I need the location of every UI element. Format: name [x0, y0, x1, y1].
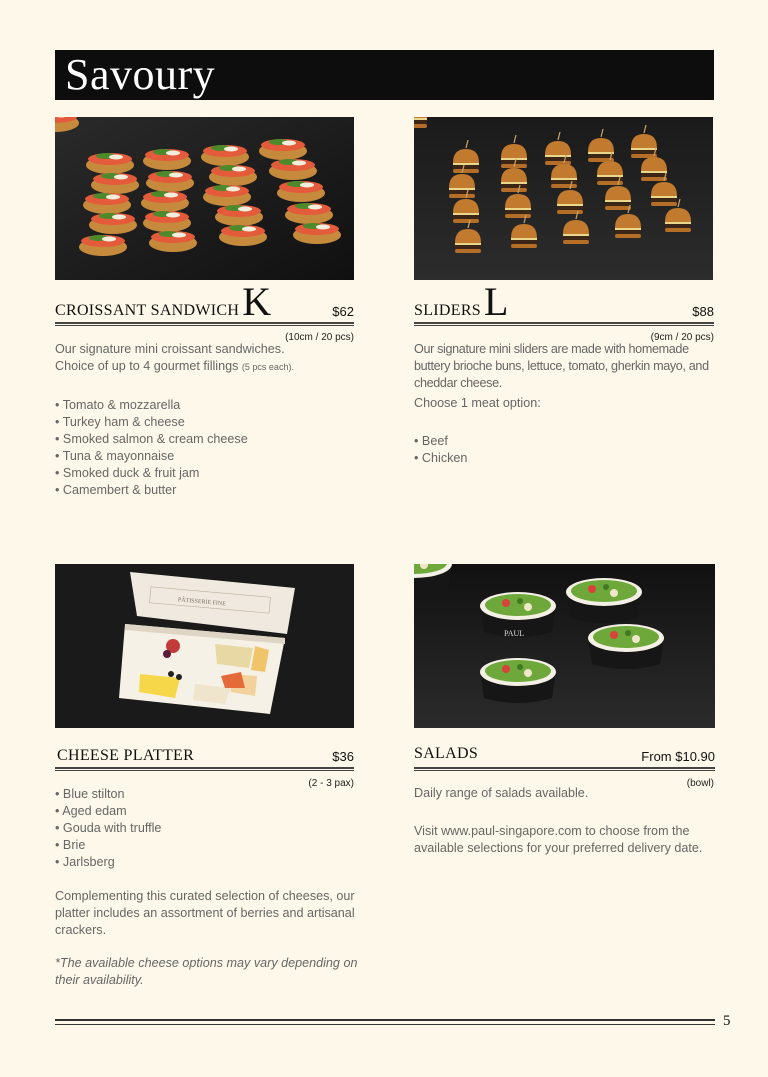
list-item: • Brie: [55, 837, 355, 854]
sliders-desc2: Choose 1 meat option:: [414, 396, 541, 410]
box-lid-label: PÂTISSERIE FINE: [177, 597, 227, 608]
list-item: • Chicken: [414, 450, 714, 467]
list-item: • Beef: [414, 433, 714, 450]
sliders-photo: [414, 117, 713, 280]
sliders-code: L: [484, 279, 509, 324]
salads-title: [414, 745, 478, 763]
cheese-platter-quantity: (2 - 3 pax): [308, 778, 354, 789]
croissant-sandwich-options: [55, 397, 355, 499]
cheese-platter-rule: [55, 767, 354, 771]
croissant-sandwich-desc2-line: [55, 358, 355, 376]
list-item: • Turkey ham & cheese: [55, 414, 355, 431]
list-item: • Jarlsberg: [55, 854, 355, 871]
section-title: Savoury: [65, 50, 216, 99]
section-banner: [55, 50, 714, 100]
croissant-sandwich-desc1: Our signature mini croissant sandwiches.: [55, 342, 285, 356]
sliders-name: SLIDERS: [414, 302, 481, 319]
croissant-sandwich-desc2: Choice of up to 4 gourmet fillings: [55, 359, 239, 373]
croissant-sandwich-rule: [55, 322, 354, 326]
salads-price: From $10.90: [641, 749, 715, 764]
cheese-platter-options: [55, 786, 355, 871]
cheese-platter-photo: [55, 564, 354, 728]
sliders-options: [414, 433, 714, 467]
footer-rule: [55, 1019, 715, 1025]
salads-desc1: Daily range of salads available.: [414, 786, 589, 800]
sliders-title: [414, 279, 509, 324]
sliders-description: [414, 341, 716, 412]
cheese-platter-note: *The available cheese options may vary depending on their availability.: [55, 956, 358, 987]
salads-quantity: (bowl): [686, 778, 714, 789]
croissant-sandwich-quantity: (10cm / 20 pcs): [285, 332, 354, 343]
list-item: • Tomato & mozzarella: [55, 397, 355, 414]
list-item: • Smoked duck & fruit jam: [55, 465, 355, 482]
croissant-sandwich-photo: [55, 117, 354, 280]
sliders-quantity: (9cm / 20 pcs): [650, 332, 714, 343]
salads-rule: [414, 767, 715, 771]
sliders-rule: [414, 322, 714, 326]
cheese-platter-name: CHEESE PLATTER: [57, 747, 195, 764]
list-item: • Tuna & mayonnaise: [55, 448, 355, 465]
list-item: • Camembert & butter: [55, 482, 355, 499]
list-item: • Gouda with truffle: [55, 820, 355, 837]
sliders-desc1: Our signature mini sliders are made with homemade buttery brioche buns, lettuce, tomato, gherkin mayo, and cheddar cheese.: [414, 342, 709, 390]
cheese-platter-title: [57, 747, 194, 765]
croissant-sandwich-price: $62: [332, 304, 354, 319]
list-item: • Blue stilton: [55, 786, 355, 803]
salads-name: SALADS: [414, 745, 479, 762]
croissant-sandwich-title: [55, 279, 272, 324]
croissant-sandwich-code: K: [242, 279, 272, 324]
croissant-sandwich-name: CROISSANT SANDWICH: [55, 302, 240, 319]
croissant-sandwich-desc2-small: (5 pcs each).: [241, 362, 294, 372]
salads-desc2: Visit www.paul-singapore.com to choose from the available selections for your preferred delivery date.: [414, 824, 703, 855]
page-number: 5: [723, 1013, 731, 1029]
cheese-platter-description: Complementing this curated selection of cheeses, our platter includes an assortment of berries and artisanal crackers.: [55, 889, 355, 937]
croissant-sandwich-description: [55, 341, 355, 376]
list-item: • Aged edam: [55, 803, 355, 820]
cheese-platter-price: $36: [332, 749, 354, 764]
salads-photo: [414, 564, 715, 728]
sliders-price: $88: [692, 304, 714, 319]
list-item: • Smoked salmon & cream cheese: [55, 431, 355, 448]
bowl-label: PAUL: [504, 629, 525, 638]
